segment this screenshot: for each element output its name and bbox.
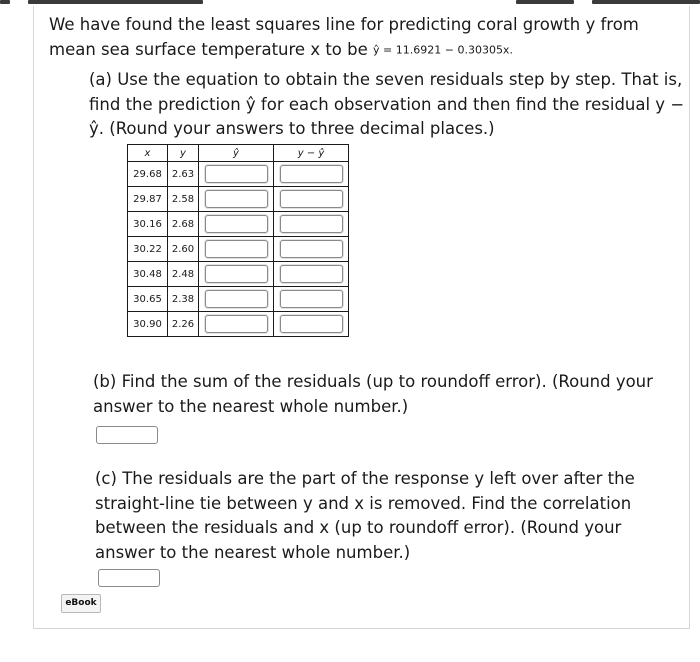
residual-input[interactable] [280, 315, 343, 333]
y-value: 2.38 [168, 287, 199, 312]
x-value: 30.65 [128, 287, 168, 312]
residual-input[interactable] [280, 240, 343, 258]
table-row [128, 212, 349, 237]
header-y-hat: ŷ [199, 145, 274, 162]
part-a-prompt: (a) Use the equation to obtain the seven residuals step by step. That is, find the prediction ŷ for each observation and then find the residual y − ŷ. (Round your answers to three decimal places.) [89, 70, 685, 138]
question-intro [49, 13, 679, 62]
header-residual: y − ŷ [274, 145, 349, 162]
part-c-prompt: (c) The residuals are the part of the response y left over after the straight-line tie between y and x is removed. Find the correlation between the residuals and x (up to roundoff error). (Round your answer to the nearest whole number.) [95, 469, 635, 562]
table-row [128, 312, 349, 337]
correlation-input[interactable] [98, 569, 160, 587]
y-hat-input[interactable] [205, 290, 268, 308]
y-value: 2.63 [168, 162, 199, 187]
toolbar-fragment [28, 0, 203, 4]
header-y: y [168, 145, 199, 162]
ebook-button[interactable]: eBook [61, 594, 101, 613]
y-hat-input[interactable] [205, 265, 268, 283]
y-value: 2.26 [168, 312, 199, 337]
y-value: 2.48 [168, 262, 199, 287]
y-hat-input[interactable] [205, 240, 268, 258]
toolbar-fragment [516, 0, 574, 4]
regression-equation: ŷ = 11.6921 − 0.30305x. [373, 42, 513, 56]
y-hat-input[interactable] [205, 215, 268, 233]
residuals-table [127, 144, 349, 337]
x-value: 30.22 [128, 237, 168, 262]
toolbar-fragment [0, 0, 10, 4]
x-value: 30.90 [128, 312, 168, 337]
intro-text: We have found the least squares line for predicting coral growth y from mean sea surface temperature x to be [49, 15, 639, 59]
table-row [128, 287, 349, 312]
header-x: x [128, 145, 168, 162]
x-value: 30.48 [128, 262, 168, 287]
toolbar-fragment [592, 0, 700, 4]
residual-input[interactable] [280, 215, 343, 233]
x-value: 30.16 [128, 212, 168, 237]
x-value: 29.68 [128, 162, 168, 187]
table-row [128, 187, 349, 212]
table-row [128, 262, 349, 287]
y-value: 2.68 [168, 212, 199, 237]
residual-input[interactable] [280, 290, 343, 308]
y-hat-input[interactable] [205, 165, 268, 183]
residual-input[interactable] [280, 165, 343, 183]
part-b-prompt: (b) Find the sum of the residuals (up to roundoff error). (Round your answer to the nearest whole number.) [93, 372, 653, 416]
sum-of-residuals-input[interactable] [96, 426, 158, 444]
residual-input[interactable] [280, 265, 343, 283]
y-value: 2.58 [168, 187, 199, 212]
x-value: 29.87 [128, 187, 168, 212]
residual-input[interactable] [280, 190, 343, 208]
table-row [128, 237, 349, 262]
y-value: 2.60 [168, 237, 199, 262]
table-row [128, 162, 349, 187]
y-hat-input[interactable] [205, 190, 268, 208]
y-hat-input[interactable] [205, 315, 268, 333]
